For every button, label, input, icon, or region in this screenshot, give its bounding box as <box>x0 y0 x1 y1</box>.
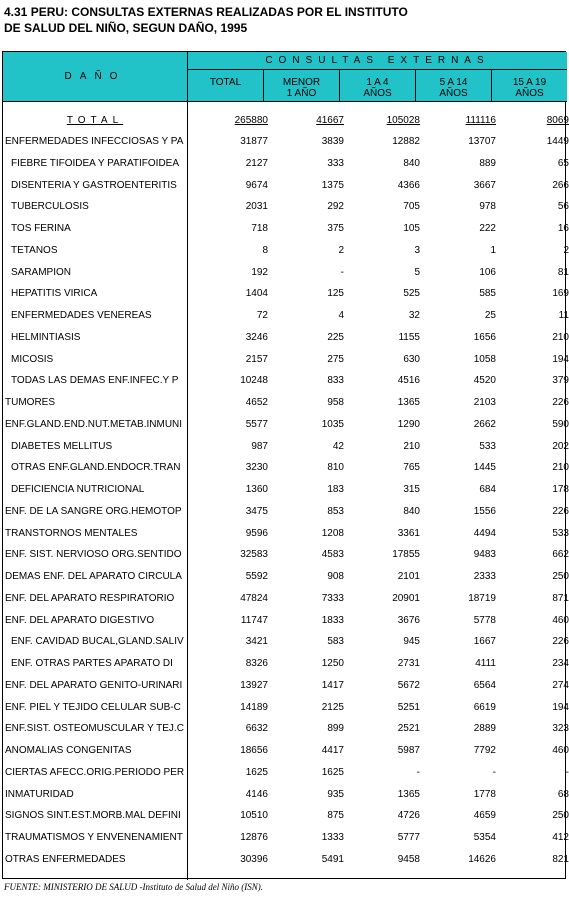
row-value: 225 <box>327 331 344 343</box>
table-row <box>3 328 567 350</box>
row-value: 16 <box>557 223 569 234</box>
row-label: ENF. CAVIDAD BUCAL,GLAND.SALIV <box>11 636 184 648</box>
row-value: 20901 <box>392 592 420 604</box>
table-row <box>3 415 567 437</box>
row-value: 3475 <box>245 505 268 517</box>
row-value: 2333 <box>473 571 496 582</box>
row-value: 718 <box>251 223 268 234</box>
header-col-5-14-l2: AÑOS <box>439 88 468 99</box>
row-value: 14626 <box>468 853 496 865</box>
row-value: 10510 <box>240 810 268 822</box>
row-value: 111116 <box>465 115 496 126</box>
table-row <box>3 545 567 567</box>
row-value: 810 <box>327 462 344 474</box>
row-value: 375 <box>327 223 344 234</box>
table-header <box>3 52 567 102</box>
row-value: 8 <box>262 244 268 256</box>
row-value: 2889 <box>473 723 496 735</box>
row-value: 1625 <box>321 766 344 778</box>
row-value: 8326 <box>245 658 268 669</box>
row-value: 125 <box>327 288 344 300</box>
row-label: DIABETES MELLITUS <box>11 440 113 452</box>
row-value: 533 <box>479 440 496 452</box>
row-value: 194 <box>552 701 569 713</box>
row-value: 13707 <box>468 136 496 147</box>
data-table <box>2 51 569 879</box>
row-label: INMATURIDAD <box>5 788 74 800</box>
row-value: 14189 <box>240 701 268 713</box>
row-value: 1375 <box>321 179 344 191</box>
row-value: 7333 <box>321 592 344 604</box>
row-value: 10248 <box>240 375 268 387</box>
row-value: 379 <box>552 375 569 387</box>
row-value: - <box>416 766 420 778</box>
title-line-1: 4.31 PERU: CONSULTAS EXTERNAS REALIZADAS POR EL INSTITUTO <box>4 5 408 19</box>
header-col-15-19-l2: AÑOS <box>515 88 544 99</box>
row-value: 18656 <box>240 745 268 756</box>
row-value: 292 <box>327 201 344 213</box>
row-label: ENF.GLAND.END.NUT.METAB.INMUNI <box>5 418 183 430</box>
table-row <box>3 611 567 633</box>
header-col-15-19-l1: 15 A 19 <box>512 77 547 88</box>
row-value: 630 <box>403 353 420 365</box>
row-value: 583 <box>327 636 344 648</box>
table-row <box>3 676 567 698</box>
table-row <box>3 241 567 263</box>
row-label: TRAUMATISMOS Y ENVENENAMIENT <box>5 832 183 843</box>
row-value: 2103 <box>473 397 496 408</box>
row-value: 12882 <box>392 136 420 147</box>
row-label: ANOMALIAS CONGENITAS <box>5 745 132 756</box>
row-value: 4583 <box>321 549 344 561</box>
header-consultas-externas: CONSULTAS EXTERNAS <box>188 52 567 70</box>
row-value: 4659 <box>473 810 496 822</box>
table-row <box>3 828 567 850</box>
row-value: 958 <box>327 397 344 408</box>
header-col-menor-1 <box>264 70 340 101</box>
row-label: ENF. DE LA SANGRE ORG.HEMOTOP <box>5 505 182 517</box>
row-value: 178 <box>552 484 569 495</box>
row-value: 840 <box>403 157 420 169</box>
row-value: 684 <box>479 484 496 495</box>
row-value: 41667 <box>316 115 344 126</box>
row-value: 323 <box>552 723 569 735</box>
row-value: 210 <box>403 440 420 452</box>
row-value: 1556 <box>473 505 496 517</box>
row-value: 3421 <box>245 636 268 648</box>
row-label: ENFERMEDADES INFECCIOSAS Y PA <box>5 136 184 147</box>
row-value: 2125 <box>321 701 344 713</box>
row-label: SARAMPION <box>11 266 72 278</box>
table-row <box>3 589 567 611</box>
row-value: 4494 <box>473 527 496 539</box>
row-value: 183 <box>327 484 344 495</box>
row-value: 25 <box>484 310 496 321</box>
row-value: 2031 <box>245 201 268 213</box>
row-value: 460 <box>552 745 569 756</box>
row-value: 2127 <box>245 157 268 169</box>
header-col-1-4-l1: 1 A 4 <box>366 77 389 88</box>
row-label: TETANOS <box>11 244 58 256</box>
row-value: 274 <box>552 679 569 691</box>
row-value: 32583 <box>240 549 268 561</box>
row-value: 2662 <box>473 418 496 430</box>
header-col-total <box>188 70 264 101</box>
row-value: 6619 <box>473 701 496 713</box>
row-value: 1417 <box>321 679 344 691</box>
row-value: 1833 <box>321 614 344 626</box>
row-value: 765 <box>403 462 420 474</box>
header-col-menor-1-l2: 1 AÑO <box>286 88 317 99</box>
row-label: TUBERCULOSIS <box>11 201 89 213</box>
header-col-total-l1: TOTAL <box>209 77 242 88</box>
source-footnote: FUENTE: MINISTERIO DE SALUD -Instituto de Salud del Niño (ISN). <box>4 882 263 892</box>
row-value: 222 <box>479 223 496 234</box>
row-label: OTRAS ENF.GLAND.ENDOCR.TRAN <box>11 462 181 474</box>
row-value: 202 <box>552 440 569 452</box>
row-value: 3 <box>414 244 420 256</box>
row-value: 56 <box>557 201 569 213</box>
row-value: 899 <box>327 723 344 735</box>
row-value: 662 <box>552 549 569 561</box>
row-value: - <box>492 766 496 778</box>
row-value: 9483 <box>473 549 496 561</box>
row-value: 1449 <box>546 136 569 147</box>
table-row <box>3 524 567 546</box>
table-row <box>3 176 567 198</box>
table-row <box>3 154 567 176</box>
row-value: 11747 <box>240 614 268 626</box>
table-row <box>3 284 567 306</box>
row-value: 265880 <box>234 115 268 126</box>
row-label: DEMAS ENF. DEL APARATO CIRCULA <box>5 571 182 582</box>
row-value: 1208 <box>321 527 344 539</box>
row-label: TOS FERINA <box>11 223 71 234</box>
row-value: 3361 <box>397 527 420 539</box>
total-row <box>3 111 567 133</box>
row-value: 5251 <box>397 701 420 713</box>
row-value: 42 <box>332 440 344 452</box>
row-value: 275 <box>327 353 344 365</box>
row-value: 1250 <box>321 658 344 669</box>
row-value: 8069 <box>546 115 569 126</box>
row-value: 210 <box>552 331 569 343</box>
row-value: 5777 <box>397 832 420 843</box>
row-value: 821 <box>552 853 569 865</box>
row-value: 1404 <box>245 288 268 300</box>
row-value: 1365 <box>397 397 420 408</box>
row-value: 4726 <box>397 810 420 822</box>
row-value: 705 <box>403 201 420 213</box>
row-label: OTRAS ENFERMEDADES <box>5 853 126 865</box>
header-col-1-4 <box>340 70 416 101</box>
header-col-1-4-l2: AÑOS <box>363 88 392 99</box>
row-label: ENF.SIST. OSTEOMUSCULAR Y TEJ.C <box>5 723 184 735</box>
title-line-2: DE SALUD DEL NIÑO, SEGUN DAÑO, 1995 <box>4 21 248 35</box>
row-value: 4417 <box>321 745 344 756</box>
row-value: 6564 <box>473 679 496 691</box>
row-value: 9458 <box>397 853 420 865</box>
row-value: 5987 <box>397 745 420 756</box>
row-value: 333 <box>327 157 344 169</box>
row-value: 460 <box>552 614 569 626</box>
header-dano: DAÑO <box>3 52 188 101</box>
row-value: 250 <box>552 571 569 582</box>
row-value: 945 <box>403 636 420 648</box>
row-value: 871 <box>552 592 569 604</box>
row-value: 3839 <box>321 136 344 147</box>
row-label: TUMORES <box>5 397 55 408</box>
row-value: 3667 <box>473 179 496 191</box>
row-value: 7792 <box>473 745 496 756</box>
row-value: 169 <box>552 288 569 300</box>
row-value: 9674 <box>245 179 268 191</box>
row-value: 1625 <box>245 766 268 778</box>
row-value: 4366 <box>397 179 420 191</box>
row-value: 2521 <box>397 723 420 735</box>
row-value: 315 <box>403 484 420 495</box>
row-value: 266 <box>552 179 569 191</box>
table-row <box>3 763 567 785</box>
row-value: 1 <box>490 244 496 256</box>
row-value: 2 <box>338 244 344 256</box>
row-value: 1445 <box>473 462 496 474</box>
row-value: 31877 <box>240 136 268 147</box>
row-value: 226 <box>552 636 569 648</box>
table-row <box>3 502 567 524</box>
table-row <box>3 197 567 219</box>
row-value: 5778 <box>473 614 496 626</box>
row-value: 1365 <box>397 788 420 800</box>
table-row <box>3 350 567 372</box>
row-label: ENF. DEL APARATO RESPIRATORIO <box>5 592 175 604</box>
row-value: 2101 <box>397 571 420 582</box>
row-value: 5577 <box>245 418 268 430</box>
table-row <box>3 806 567 828</box>
table-row <box>3 719 567 741</box>
row-label: SIGNOS SINT.EST.MORB.MAL DEFINI <box>5 810 181 822</box>
row-label: DISENTERIA Y GASTROENTERITIS <box>11 179 177 191</box>
row-value: 412 <box>552 832 569 843</box>
row-value: 47824 <box>240 592 268 604</box>
row-value: 935 <box>327 788 344 800</box>
row-label: CIERTAS AFECC.ORIG.PERIODO PER <box>5 766 185 778</box>
row-label: HEPATITIS VIRICA <box>11 288 98 300</box>
row-value: 853 <box>327 505 344 517</box>
row-value: 234 <box>552 658 569 669</box>
row-value: 106 <box>479 266 496 278</box>
row-value: 4146 <box>245 788 268 800</box>
table-row <box>3 698 567 720</box>
row-label: ENF. OTRAS PARTES APARATO DI <box>11 658 173 669</box>
row-value: 1360 <box>245 484 268 495</box>
row-value: 3246 <box>245 331 268 343</box>
table-row <box>3 393 567 415</box>
row-label: ENF. DEL APARATO DIGESTIVO <box>5 614 155 626</box>
row-value: 9596 <box>245 527 268 539</box>
row-value: 18719 <box>468 592 496 604</box>
row-label: TODAS LAS DEMAS ENF.INFEC.Y P <box>11 375 179 387</box>
row-value: - <box>565 766 569 778</box>
row-value: 5 <box>414 266 420 278</box>
row-label: ENF. PIEL Y TEJIDO CELULAR SUB-C <box>5 701 181 713</box>
table-row <box>3 458 567 480</box>
row-value: 1155 <box>398 331 420 343</box>
row-label: MICOSIS <box>11 353 54 365</box>
row-value: 6632 <box>245 723 268 735</box>
row-label: ENF. SIST. NERVIOSO ORG.SENTIDO <box>5 549 182 561</box>
row-value: 12876 <box>240 832 268 843</box>
row-value: 1035 <box>321 418 344 430</box>
row-value: 3230 <box>245 462 268 474</box>
row-value: 5491 <box>321 853 344 865</box>
row-label: TRANSTORNOS MENTALES <box>5 527 138 539</box>
row-value: 17855 <box>392 549 420 561</box>
row-value: 2731 <box>397 658 420 669</box>
table-row <box>3 371 567 393</box>
row-value: 11 <box>558 310 569 321</box>
header-col-5-14-l1: 5 A 14 <box>439 77 468 88</box>
row-label: HELMINTIASIS <box>11 331 81 343</box>
row-value: 4652 <box>245 397 268 408</box>
row-value: 889 <box>479 157 496 169</box>
row-value: 250 <box>552 810 569 822</box>
row-value: 1290 <box>397 418 420 430</box>
row-value: 210 <box>552 462 569 474</box>
row-value: 908 <box>327 571 344 582</box>
row-value: 5354 <box>473 832 496 843</box>
table-row <box>3 263 567 285</box>
row-label: ENFERMEDADES VENEREAS <box>11 310 152 321</box>
row-value: 105 <box>403 223 420 234</box>
table-row <box>3 306 567 328</box>
row-value: 4516 <box>397 375 420 387</box>
row-value: 65 <box>557 157 569 169</box>
table-row <box>3 132 567 154</box>
row-value: 533 <box>552 527 569 539</box>
row-value: 875 <box>327 810 344 822</box>
row-value: 2 <box>563 244 569 256</box>
row-value: 2157 <box>245 353 268 365</box>
row-label: ENF. DEL APARATO GENITO-URINARI <box>5 679 183 691</box>
row-value: 987 <box>251 440 268 452</box>
row-label: DEFICIENCIA NUTRICIONAL <box>11 484 145 495</box>
row-value: 1058 <box>473 353 496 365</box>
row-value: 1333 <box>321 832 344 843</box>
header-col-5-14 <box>416 70 492 101</box>
row-value: 192 <box>251 266 268 278</box>
row-value: 585 <box>479 288 496 300</box>
table-row <box>3 437 567 459</box>
row-value: 30396 <box>240 853 268 865</box>
row-value: 32 <box>408 310 420 321</box>
row-value: 13927 <box>240 679 268 691</box>
row-value: - <box>340 266 344 278</box>
table-row <box>3 785 567 807</box>
header-col-15-19 <box>492 70 567 101</box>
page-title <box>4 4 408 36</box>
row-value: 590 <box>552 418 569 430</box>
row-value: 840 <box>403 505 420 517</box>
row-value: 194 <box>552 353 569 365</box>
row-value: 5592 <box>245 571 268 582</box>
row-value: 105028 <box>386 115 420 126</box>
row-value: 4 <box>338 310 344 321</box>
row-value: 1778 <box>473 788 496 800</box>
table-row <box>3 567 567 589</box>
row-value: 72 <box>256 310 268 321</box>
table-row <box>3 654 567 676</box>
row-value: 5672 <box>397 679 420 691</box>
table-row <box>3 632 567 654</box>
row-value: 1656 <box>473 331 496 343</box>
row-value: 1667 <box>473 636 496 648</box>
row-value: 978 <box>479 201 496 213</box>
table-row <box>3 480 567 502</box>
table-row <box>3 850 567 872</box>
row-label: TOTAL <box>66 115 124 126</box>
row-value: 525 <box>403 288 420 300</box>
row-value: 68 <box>557 788 569 800</box>
row-label: FIEBRE TIFOIDEA Y PARATIFOIDEA <box>11 157 180 169</box>
row-value: 226 <box>552 505 569 517</box>
row-value: 833 <box>327 375 344 387</box>
row-value: 4111 <box>475 658 496 669</box>
row-value: 81 <box>557 266 569 278</box>
header-col-menor-1-l1: MENOR <box>282 77 321 88</box>
row-value: 4520 <box>473 375 496 387</box>
row-value: 3676 <box>397 614 420 626</box>
table-row <box>3 219 567 241</box>
table-row <box>3 741 567 763</box>
row-value: 226 <box>552 397 569 408</box>
